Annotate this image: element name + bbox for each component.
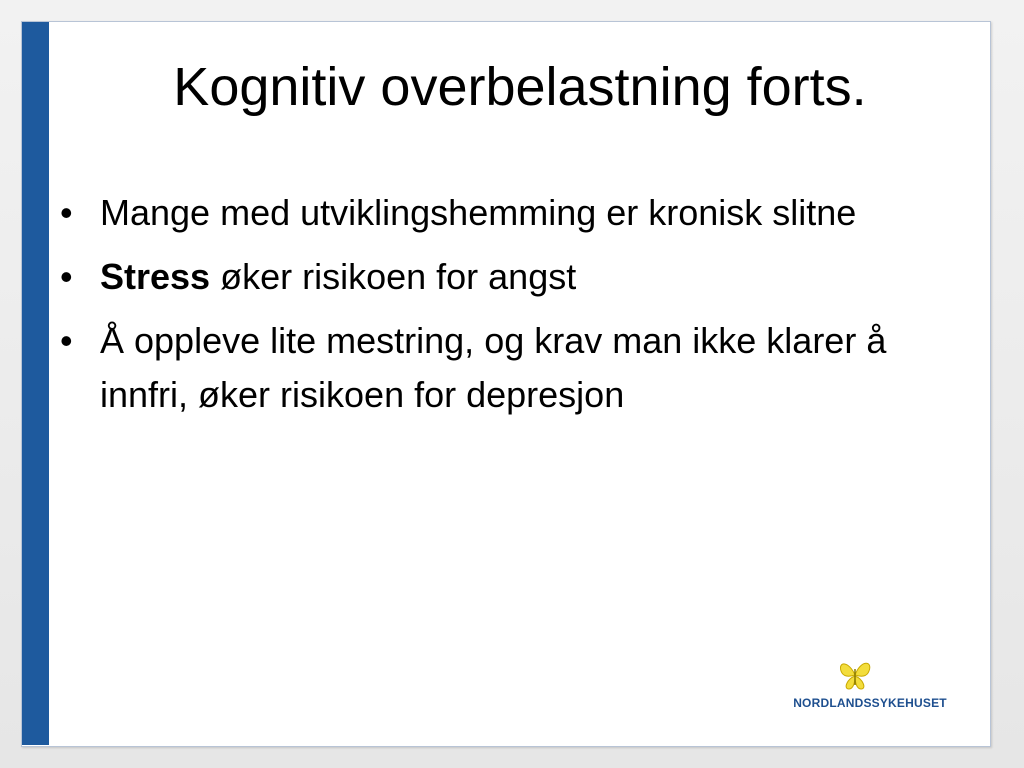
accent-stripe xyxy=(22,22,49,745)
bullet-list xyxy=(60,186,960,432)
bullet-item xyxy=(60,250,960,304)
bullet-text: øker risikoen for angst xyxy=(210,256,577,297)
bullet-text: Å oppleve lite mestring, og krav man ikke klarer å innfri, øker risikoen for depresjon xyxy=(100,320,887,415)
bullet-dot: • xyxy=(60,320,73,361)
bullet-dot: • xyxy=(60,192,73,233)
bullet-bold-text: Stress xyxy=(100,256,211,297)
bullet-item xyxy=(60,314,960,422)
bullet-item xyxy=(60,186,960,240)
bullet-text: Mange med utviklingshemming er kronisk slitne xyxy=(100,192,857,233)
slide-title: Kognitiv overbelastning forts. xyxy=(173,57,867,117)
nordlandssykehuset-logo xyxy=(780,650,960,720)
logo-text: NORDLANDSSYKEHUSET xyxy=(793,696,947,710)
butterfly-icon xyxy=(835,655,875,695)
bullet-dot: • xyxy=(60,256,73,297)
